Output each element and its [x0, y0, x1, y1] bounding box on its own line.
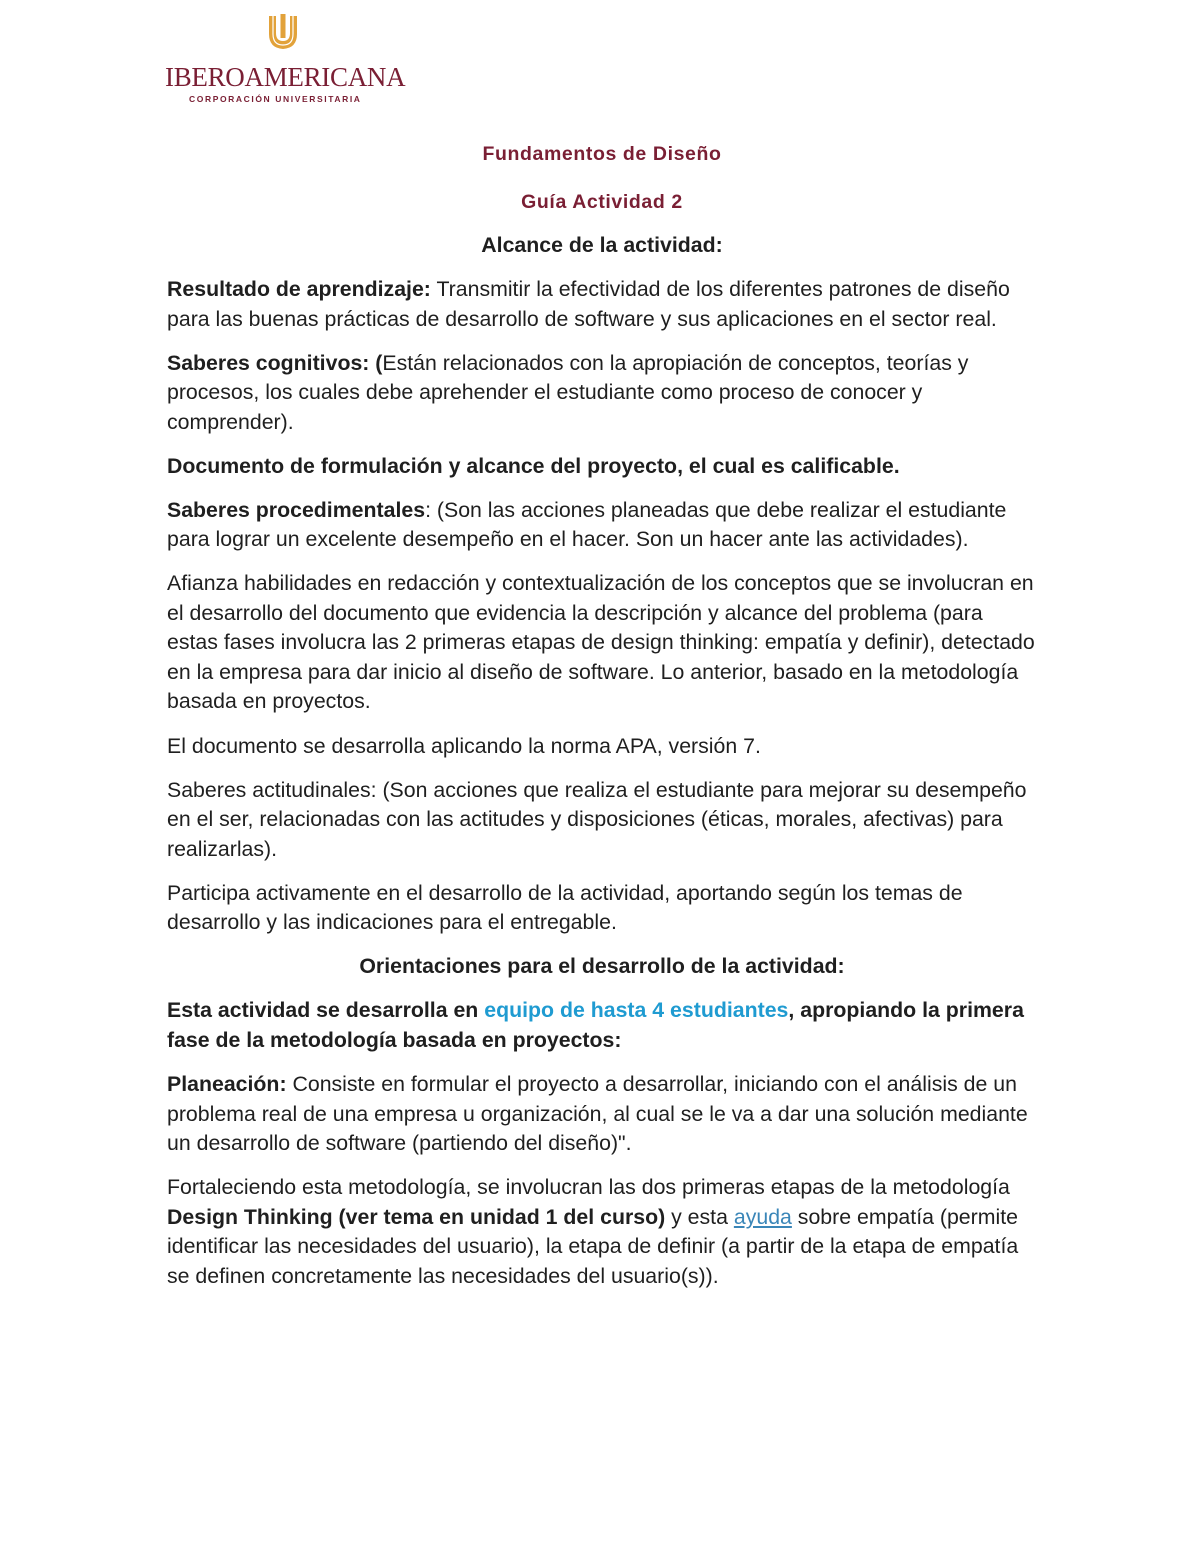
university-logo [165, 12, 406, 104]
learning-outcome-label: Resultado de aprendizaje: [167, 277, 431, 302]
scope-heading [167, 231, 1037, 261]
planning-text: Consiste en formular el proyecto a desarrollar, iniciando con el análisis de un problema real de una empresa u organización, al cual se le va a dar una solución mediante un desarrollo de software (partiendo del diseño)". [167, 1072, 1028, 1156]
dt-middle: y esta [665, 1204, 734, 1229]
design-thinking-paragraph [167, 1173, 1037, 1291]
orientations-heading-text: Orientaciones para el desarrollo de la actividad: [359, 954, 845, 979]
planning-paragraph [167, 1070, 1037, 1159]
learning-outcome-paragraph [167, 275, 1037, 334]
logo-subtitle: CORPORACIÓN UNIVERSITARIA [189, 94, 362, 104]
team-paragraph [167, 996, 1037, 1055]
skills-paragraph: Afianza habilidades en redacción y contextualización de los conceptos que se involucran en el desarrollo del documento que evidencia la descripción y alcance del problema (para estas fases involucra las 2 primeras etapas de design thinking: empatía y definir), detectado en la empresa para dar inicio al diseño de software. Lo anterior, basado en la metodología basada en proyectos. [167, 571, 1035, 714]
help-link[interactable]: ayuda [733, 1204, 792, 1229]
document-body [167, 140, 1037, 1306]
apa-paragraph: El documento se desarrolla aplicando la norma APA, versión 7. [167, 733, 761, 758]
formulation-text: Documento de formulación y alcance del proyecto, el cual es calificable. [167, 453, 900, 478]
procedural-text: : (Son las acciones planeadas que debe realizar el estudiante para lograr un excelente desempeño en el hacer. Son un hacer ante las actividades). [167, 497, 1007, 552]
team-prefix: Esta actividad se desarrolla en [167, 998, 485, 1023]
formulation-paragraph [167, 452, 1037, 482]
learning-outcome-text: Transmitir la efectividad de los diferentes patrones de diseño para las buenas prácticas de desarrollo de software y sus aplicaciones en el sector real. [167, 277, 1010, 331]
dt-prefix: Fortaleciendo esta metodología, se involucran las dos primeras etapas de la metodología [167, 1175, 1010, 1200]
participation-paragraph: Participa activamente en el desarrollo de la actividad, aportando según los temas de desarrollo y las indicaciones para el entregable. [167, 880, 963, 935]
team-highlight: equipo de hasta 4 estudiantes [484, 998, 789, 1023]
logo-wordmark: IBEROAMERICANA [165, 62, 406, 92]
university-emblem-icon [265, 12, 301, 52]
procedural-paragraph [167, 496, 1037, 555]
orientations-heading [167, 952, 1037, 982]
cognitive-label: Saberes cognitivos: ( [167, 350, 383, 375]
dt-suffix: sobre empatía (permite identificar las necesidades del usuario), la etapa de definir (a partir de la etapa de empatía se definen concretamente las necesidades del usuario(s)). [167, 1204, 1019, 1288]
scope-heading-text: Alcance de la actividad: [481, 233, 723, 257]
attitudinal-paragraph: Saberes actitudinales: (Son acciones que realiza el estudiante para mejorar su desempeño en el ser, relacionadas con las actitudes y disposiciones (éticas, morales, afectivas) para realizarlas). [167, 777, 1027, 861]
procedural-label: Saberes procedimentales [167, 497, 426, 522]
dt-bold: Design Thinking (ver tema en unidad 1 del curso) [167, 1204, 666, 1229]
cognitive-paragraph [167, 349, 1037, 438]
planning-label: Planeación: [167, 1072, 287, 1097]
guide-title: Guía Actividad 2 [521, 190, 683, 213]
course-title: Fundamentos de Diseño [482, 143, 722, 165]
cognitive-text: Están relacionados con la apropiación de conceptos, teorías y procesos, los cuales debe aprehender el estudiante como proceso de conocer y comprender). [167, 350, 969, 434]
team-suffix: , apropiando la primera fase de la metodología basada en proyectos: [167, 998, 1024, 1052]
